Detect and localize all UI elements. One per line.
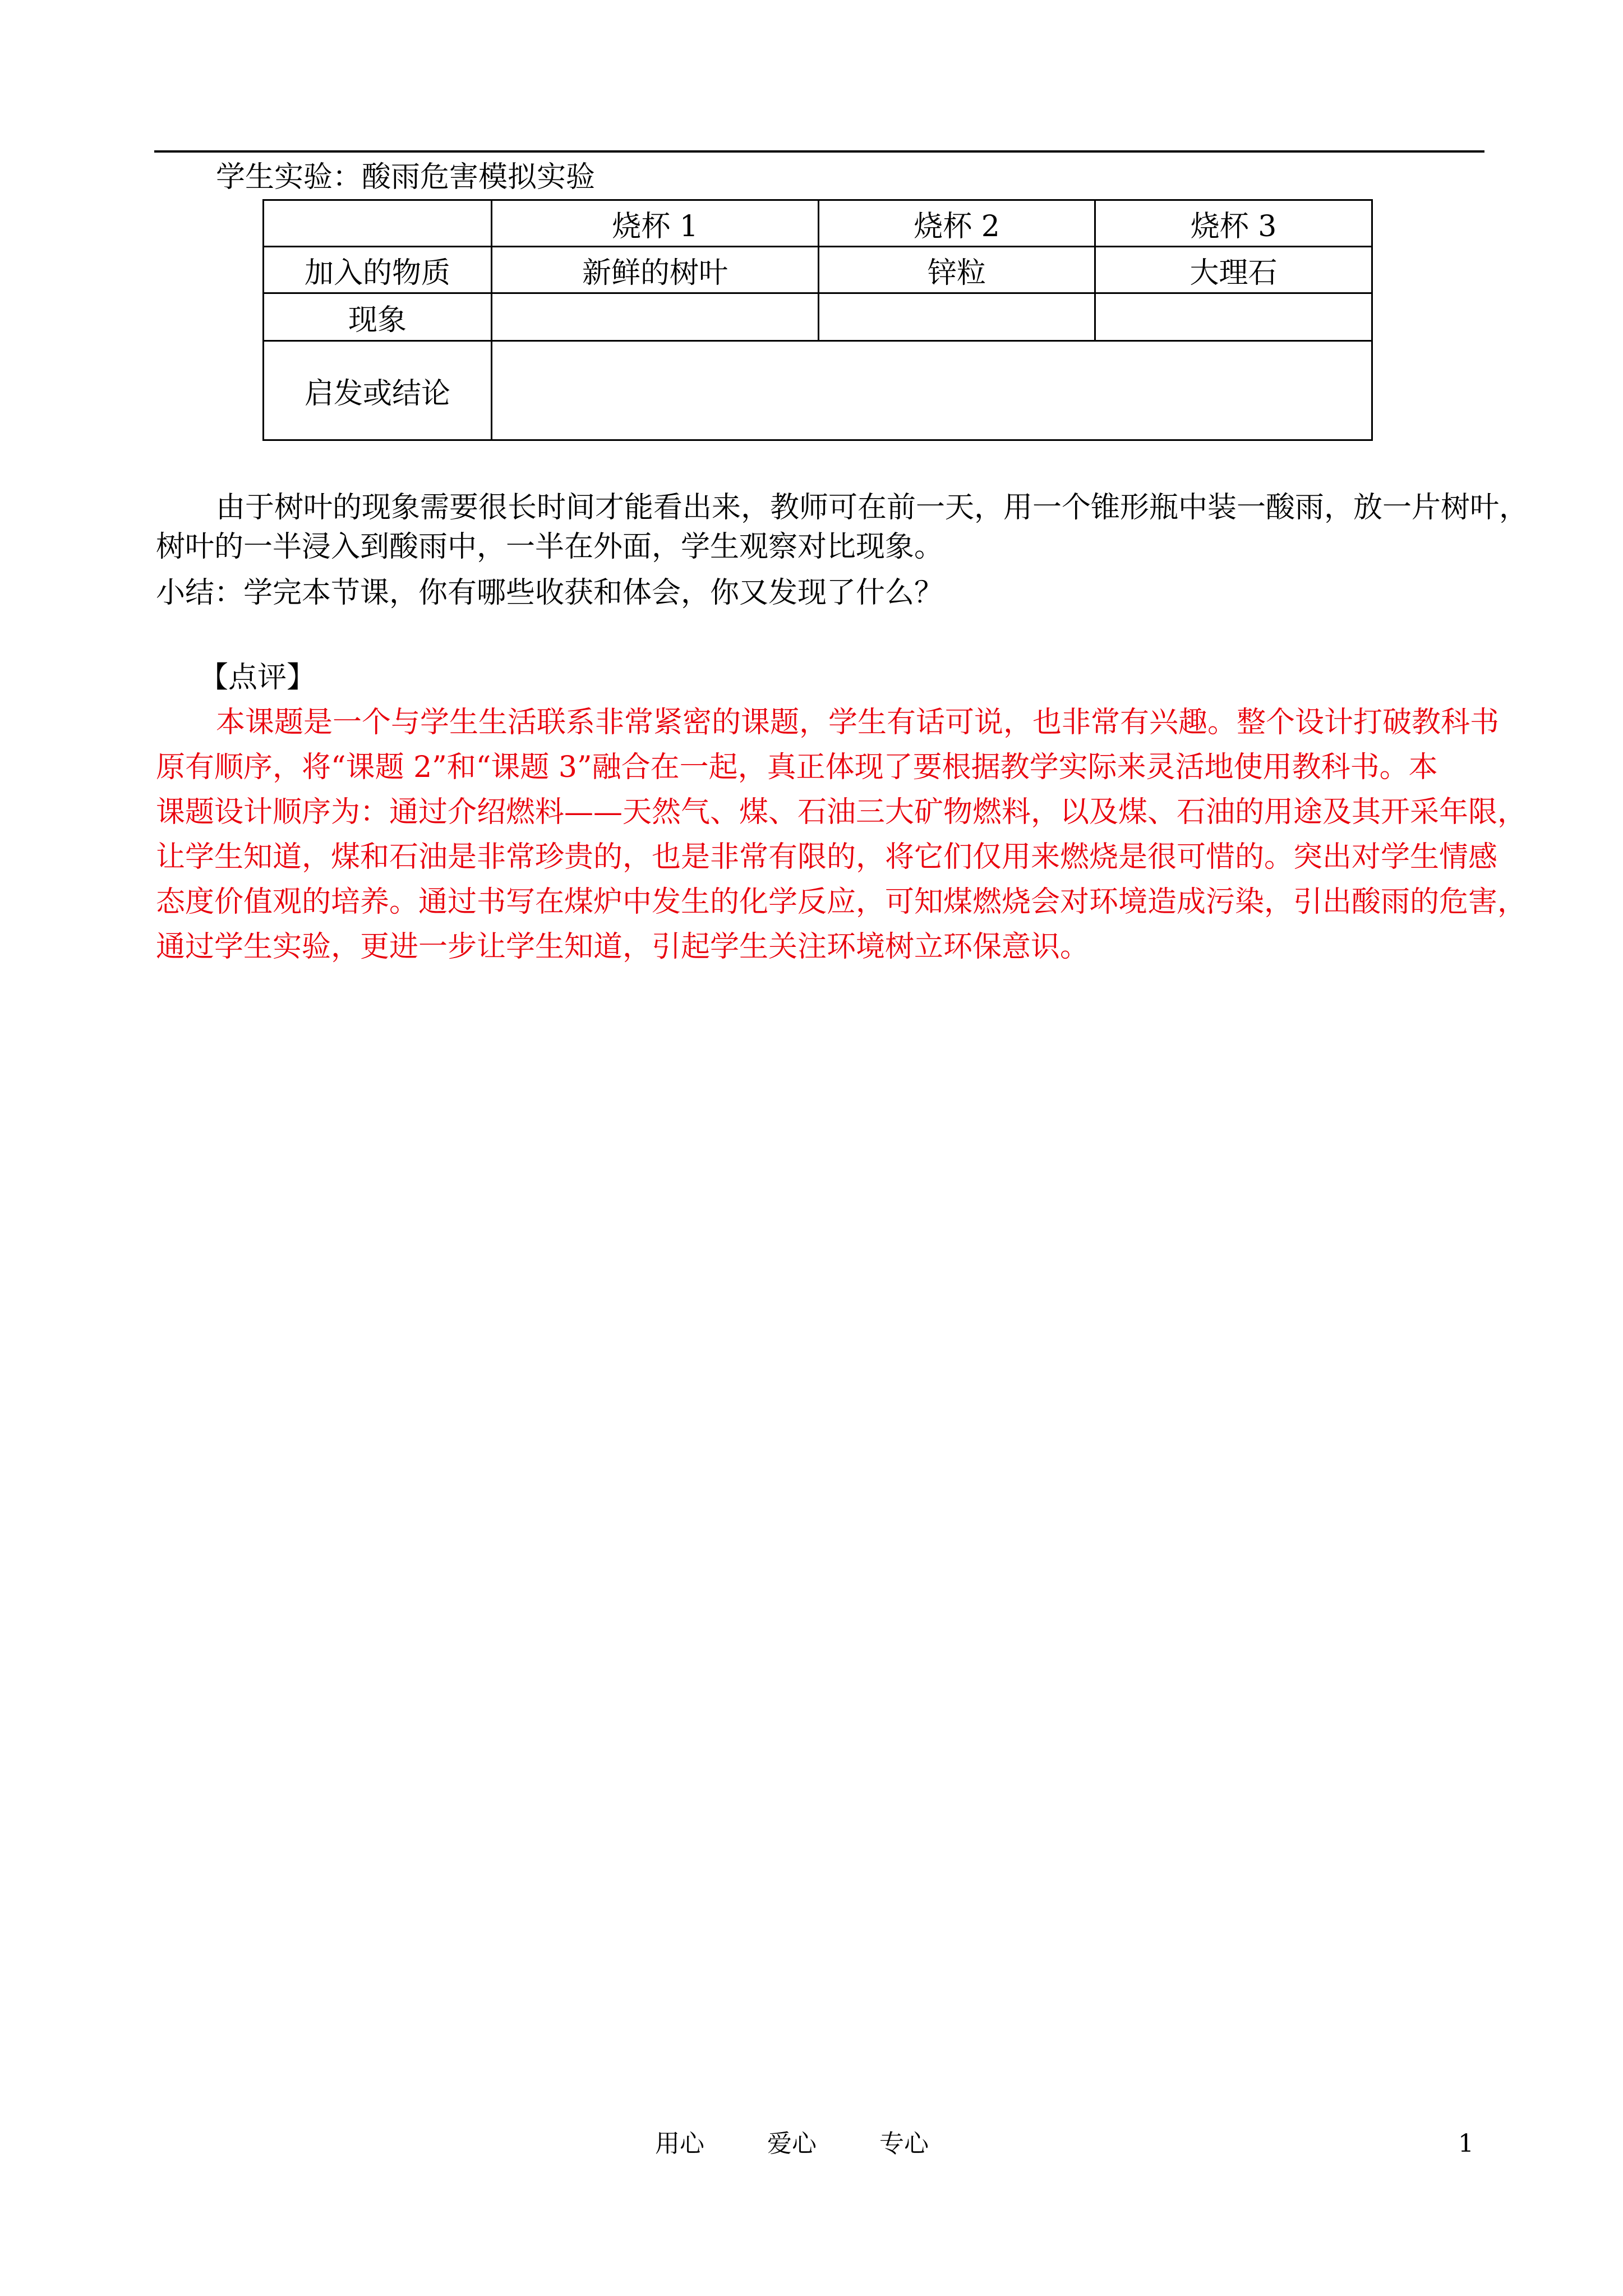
- review-title-text: 【点评】: [199, 661, 316, 694]
- beaker-1-header: 烧杯 1: [492, 200, 819, 247]
- table-row-added: [264, 247, 1372, 293]
- review-line-2: 原有顺序，将“课题 2”和“课题 3”融合在一起，真正体现了要根据教学实际来灵活地使用教科书。本: [156, 751, 1438, 784]
- row-label-added: 加入的物质: [264, 247, 492, 293]
- review-line-5: 态度价值观的培养。通过书写在煤炉中发生的化学反应，可知煤燃烧会对环境造成污染，引出酸雨的危害，: [156, 885, 1527, 919]
- experiment-heading: 学生实验：酸雨危害模拟实验: [216, 160, 596, 194]
- cell-beaker-2-substance: 锌粒: [819, 247, 1095, 293]
- cell-beaker-3-phenomenon: [1095, 293, 1372, 341]
- cell-beaker-1-phenomenon: [492, 293, 819, 341]
- review-line-1: 本课题是一个与学生生活联系非常紧密的课题，学生有话可说，也非常有兴趣。整个设计打破教科书: [216, 706, 1500, 739]
- table-row-conclusion: [264, 341, 1372, 440]
- review-line-3: 课题设计顺序为：通过介绍燃料——天然气、煤、石油三大矿物燃料，以及煤、石油的用途及其开采年限，: [156, 795, 1527, 829]
- cell-beaker-3-substance: 大理石: [1095, 247, 1372, 293]
- cell-beaker-2-phenomenon: [819, 293, 1095, 341]
- review-line-4: 让学生知道，煤和石油是非常珍贵的，也是非常有限的，将它们仅用来燃烧是很可惜的。突出对学生情感: [156, 840, 1498, 874]
- review-line-6: 通过学生实验，更进一步让学生知道，引起学生关注环境树立环保意识。: [156, 930, 1090, 964]
- review-title: [199, 661, 316, 694]
- cell-beaker-1-substance: 新鲜的树叶: [492, 247, 819, 293]
- experiment-table: [262, 199, 1373, 441]
- header-rule: [154, 150, 1484, 153]
- page-number: 1: [1458, 2129, 1474, 2158]
- beaker-3-header: 烧杯 3: [1095, 200, 1372, 247]
- row-label-conclusion: 启发或结论: [264, 341, 492, 440]
- summary-text: 小结：学完本节课，你有哪些收获和体会，你又发现了什么？: [156, 576, 944, 610]
- table-corner-cell: [264, 200, 492, 247]
- footer-motto-2: 爱心: [767, 2129, 817, 2158]
- beaker-2-header: 烧杯 2: [819, 200, 1095, 247]
- row-label-phenomenon: 现象: [264, 293, 492, 341]
- cell-conclusion: [492, 341, 1372, 440]
- body-paragraph-line-2: 树叶的一半浸入到酸雨中，一半在外面，学生观察对比现象。: [156, 530, 944, 564]
- footer-motto-1: 用心: [655, 2129, 704, 2158]
- table-row-phenomenon: [264, 293, 1372, 341]
- footer-motto-3: 专心: [879, 2129, 929, 2158]
- body-paragraph-line-1: 由于树叶的现象需要很长时间才能看出来，教师可在前一天，用一个锥形瓶中装一酸雨，放一片树叶，: [216, 491, 1529, 524]
- table-header-row: [264, 200, 1372, 247]
